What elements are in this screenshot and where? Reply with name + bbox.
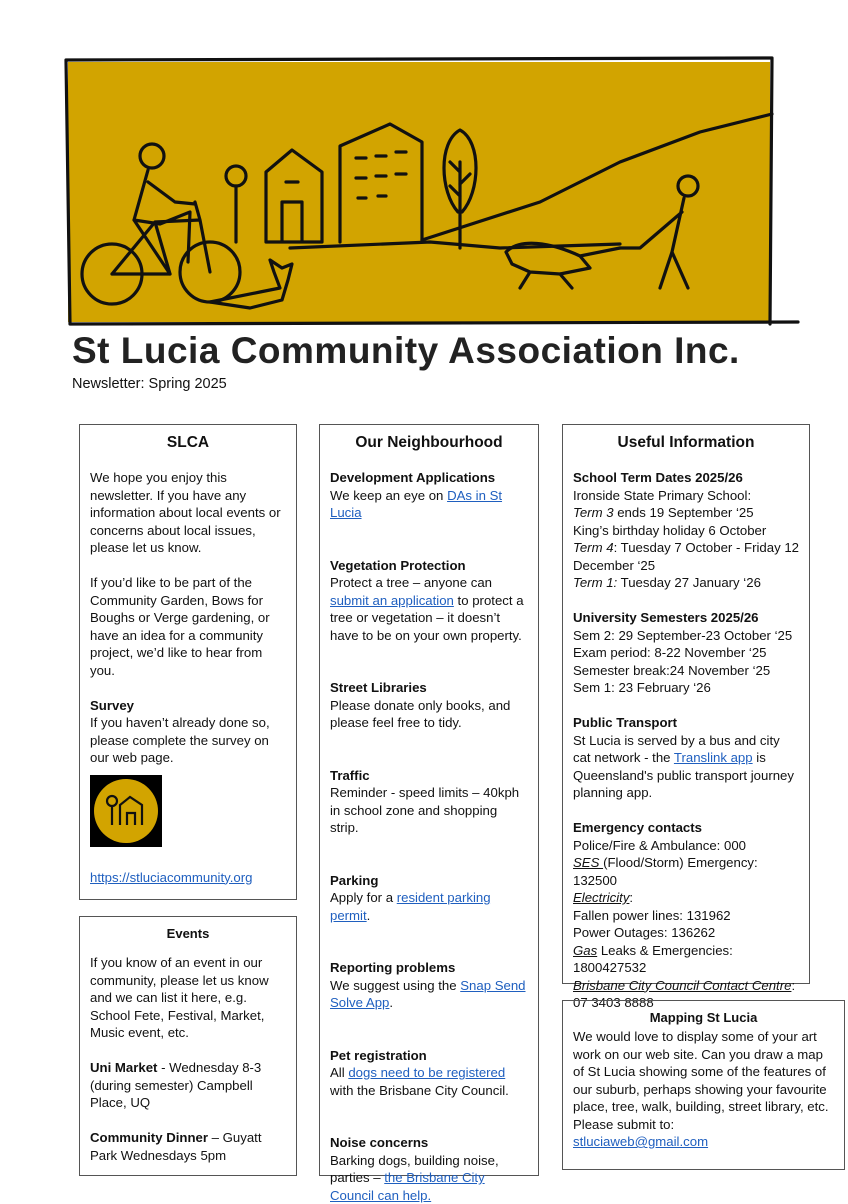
term1-item [573,574,799,592]
sem2-text: Sem 2: 29 September-23 October ‘25 [573,627,799,645]
slca-garden: If you’d like to be part of the Community Garden, Bows for Boughs or Verge gardening, or have an idea for a community project, we’d like to hear from you. [90,574,286,679]
da-item [330,487,528,522]
pet-item [330,1064,528,1099]
neighbourhood-box [319,424,539,1176]
events-heading: Events [90,925,286,942]
holiday-text: King’s birthday holiday 6 October [573,522,799,540]
banner-background [68,62,770,322]
house-tree-logo-icon [90,775,162,847]
veg-title: Vegetation Protection [330,557,528,575]
newsletter-subtitle: Newsletter: Spring 2025 [72,376,227,392]
lib-text: Please donate only books, and please feel free to tidy. [330,697,528,732]
term3-label: Term 3 [573,505,614,520]
transport-text1: St Lucia is served by a bus and city cat network - the [573,733,780,766]
veg-text1: Protect a tree – anyone can [330,575,492,590]
electricity-item [573,889,799,907]
community-dinner-item [90,1129,286,1164]
parking-item [330,889,528,924]
noise-link[interactable]: the Brisbane City Council can help. [330,1170,485,1203]
bcc-colon: : [791,978,795,993]
gas-item [573,942,799,977]
da-title: Development Applications [330,469,528,487]
sem1-text: Sem 1: 23 February ‘26 [573,679,799,697]
veg-text2: to protect a tree or vegetation – it doesn’t have to be on your own property. [330,593,524,643]
useful-heading: Useful Information [573,433,799,453]
slca-box [79,424,297,900]
term1-label: Term 1: [573,575,617,590]
noise-text: Barking dogs, building noise, parties – [330,1153,499,1186]
electricity-label: Electricity [573,890,629,905]
veg-link[interactable]: submit an application [330,593,454,608]
gas-text: Leaks & Emergencies: 1800427532 [573,943,733,976]
email-link[interactable]: stluciaweb@gmail.com [573,1134,708,1149]
mapping-box [562,1000,845,1170]
traffic-title: Traffic [330,767,528,785]
mapping-text: We would love to display some of your art work on our web site. Can you draw a map of St Lucia showing some of the features of our suburb, perhaps showing your favourite place, tree, walk, building, street library, etc. Please submit to: [573,1028,834,1133]
bcc-label: Brisbane City Council Contact Centre [573,978,791,993]
lib-title: Street Libraries [330,679,528,697]
traffic-text: Reminder - speed limits – 40kph in school zone and shopping strip. [330,784,528,837]
report-title: Reporting problems [330,959,528,977]
break-text: Semester break:24 November ‘25 [573,662,799,680]
report-item [330,977,528,1012]
community-dinner-text: – Guyatt Park Wednesdays 5pm [90,1130,261,1163]
transport-title: Public Transport [573,714,799,732]
parking-title: Parking [330,872,528,890]
useful-info-box [562,424,810,984]
mapping-heading: Mapping St Lucia [573,1009,834,1026]
ses-item [573,854,799,889]
parking-end: . [367,908,371,923]
term3-item [573,504,799,522]
report-link[interactable]: Snap Send Solve App [330,978,526,1011]
page-title: St Lucia Community Association Inc. [72,330,740,372]
report-text: We suggest using the [330,978,460,993]
transport-item [573,732,799,802]
fallen-lines-text: Fallen power lines: 131962 [573,907,799,925]
term4-item [573,539,799,574]
community-dinner-title: Community Dinner [90,1130,208,1145]
veg-item [330,574,528,644]
ses-text: (Flood/Storm) Emergency: 132500 [573,855,758,888]
da-link[interactable]: DAs in St Lucia [330,488,502,521]
police-text: Police/Fire & Ambulance: 000 [573,837,799,855]
term-title: School Term Dates 2025/26 [573,469,799,487]
ses-label: SES [573,855,603,870]
noise-title: Noise concerns [330,1134,528,1152]
da-text: We keep an eye on [330,488,447,503]
electricity-colon: : [629,890,633,905]
pet-text2: with the Brisbane City Council. [330,1083,509,1098]
survey-title: Survey [90,697,286,715]
slca-logo [90,775,162,847]
pet-title: Pet registration [330,1047,528,1065]
noise-item [330,1152,528,1204]
term1-text: Tuesday 27 January ‘26 [617,575,761,590]
uni-market-item [90,1059,286,1112]
banner-illustration [60,52,800,334]
pet-link[interactable]: dogs need to be registered [348,1065,505,1080]
uni-market-text: - Wednesday 8-3 (during semester) Campbell Place, UQ [90,1060,261,1110]
translink-link[interactable]: Translink app [674,750,753,765]
term4-text: : Tuesday 7 October - Friday 12 December ‘25 [573,540,799,573]
report-end: . [389,995,393,1010]
neighbourhood-heading: Our Neighbourhood [330,433,528,453]
emergency-title: Emergency contacts [573,819,799,837]
transport-text2: is Queensland's public transport journey planning app. [573,750,794,800]
school-name: Ironside State Primary School: [573,487,799,505]
events-box [79,916,297,1176]
outages-text: Power Outages: 136262 [573,924,799,942]
events-intro: If you know of an event in our community, please let us know and we can list it here, e.g. School Fete, Festival, Market, Music event, etc. [90,954,286,1042]
uni-market-title: Uni Market [90,1060,157,1075]
bcc-phone: 07 3403 8888 [573,994,799,1012]
uni-title: University Semesters 2025/26 [573,609,799,627]
pet-text1: All [330,1065,348,1080]
term4-label: Term 4 [573,540,614,555]
slca-heading: SLCA [90,433,286,453]
slca-intro: We hope you enjoy this newsletter. If you have any information about local events or concerns about local issues, please let us know. [90,469,286,557]
exam-text: Exam period: 8-22 November ‘25 [573,644,799,662]
parking-link[interactable]: resident parking permit [330,890,491,923]
website-link[interactable]: https://stluciacommunity.org [90,870,252,885]
parking-text: Apply for a [330,890,397,905]
gas-label: Gas [573,943,597,958]
bcc-item [573,977,799,995]
survey-text: If you haven’t already done so, please complete the survey on our web page. [90,714,286,767]
term3-text: ends 19 September ‘25 [614,505,754,520]
